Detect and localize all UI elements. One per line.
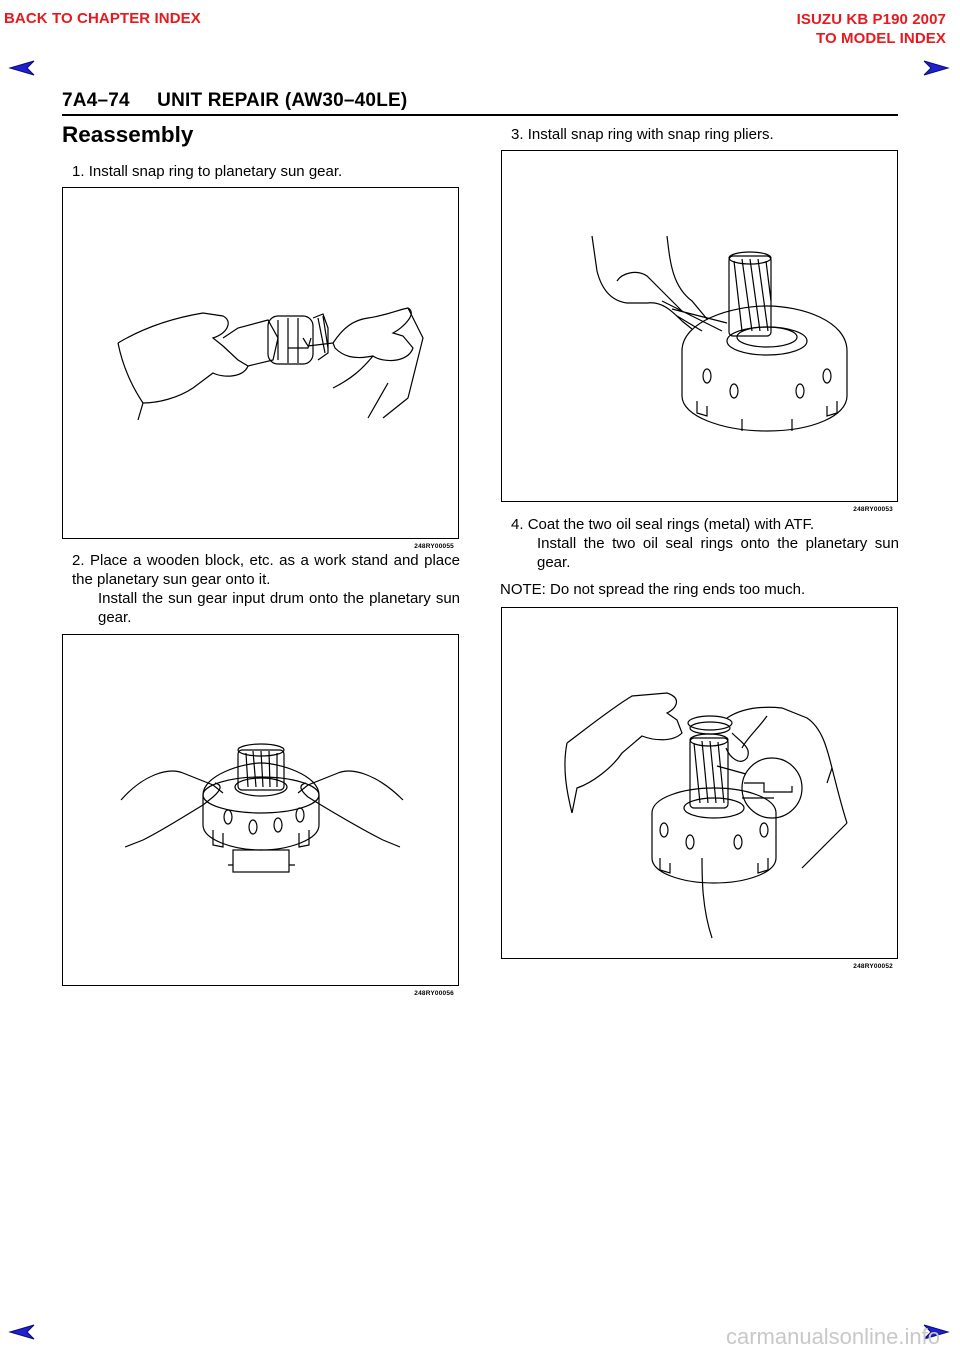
step-number: 2.	[72, 552, 85, 569]
header-rule	[62, 114, 898, 116]
step-text: Install snap ring with snap ring pliers.	[527, 126, 774, 143]
illustration-oil-seal-rings	[502, 608, 897, 958]
step-text: Place a wooden block, etc. as a work stand and place the planetary sun gear onto it.	[72, 552, 460, 588]
section-title: Reassembly	[62, 122, 194, 147]
step-text: Coat the two oil seal rings (metal) with ATF.	[527, 516, 815, 533]
page-ref: 7A4–74	[62, 90, 130, 111]
figure-id: 248RY00056	[414, 990, 454, 997]
figure-oil-seal-rings	[501, 607, 898, 970]
back-to-chapter-index-link[interactable]: BACK TO CHAPTER INDEX	[4, 10, 201, 27]
step-number: 1.	[72, 163, 85, 180]
figure-snap-ring-sun-gear	[62, 187, 459, 550]
model-title: ISUZU KB P190 2007	[796, 11, 946, 28]
page-title: UNIT REPAIR (AW30–40LE)	[157, 90, 408, 111]
note: NOTE: Do not spread the ring ends too much.	[500, 581, 806, 598]
step-number: 4.	[511, 516, 524, 533]
illustration-snap-ring-pliers	[502, 151, 897, 501]
figure-snap-ring-pliers	[501, 150, 898, 513]
model-index-label: TO MODEL INDEX	[815, 30, 946, 47]
illustration-drum-on-block	[63, 635, 458, 985]
illustration-hands-snap-ring	[63, 188, 458, 538]
figure-id: 248RY00055	[414, 543, 454, 550]
figure-id: 248RY00053	[853, 506, 893, 513]
step-number: 3.	[511, 126, 524, 143]
next-page-arrow-icon[interactable]	[922, 58, 950, 78]
step-text-continued: Install the two oil seal rings onto the planetary sun gear.	[537, 535, 899, 571]
page-header	[62, 90, 407, 112]
figure-sun-gear-input-drum	[62, 634, 459, 997]
prev-page-arrow-bottom-icon[interactable]	[8, 1322, 36, 1342]
model-index-link[interactable]	[797, 10, 946, 48]
watermark: carmanualsonline.info	[725, 1324, 940, 1349]
figure-id: 248RY00052	[853, 963, 893, 970]
prev-page-arrow-icon[interactable]	[8, 58, 36, 78]
step-2	[72, 551, 460, 627]
step-4	[511, 515, 899, 572]
step-3	[511, 125, 901, 144]
step-text: Install snap ring to planetary sun gear.	[88, 163, 343, 180]
step-1	[72, 162, 462, 181]
step-text-continued: Install the sun gear input drum onto the planetary sun gear.	[98, 590, 460, 626]
